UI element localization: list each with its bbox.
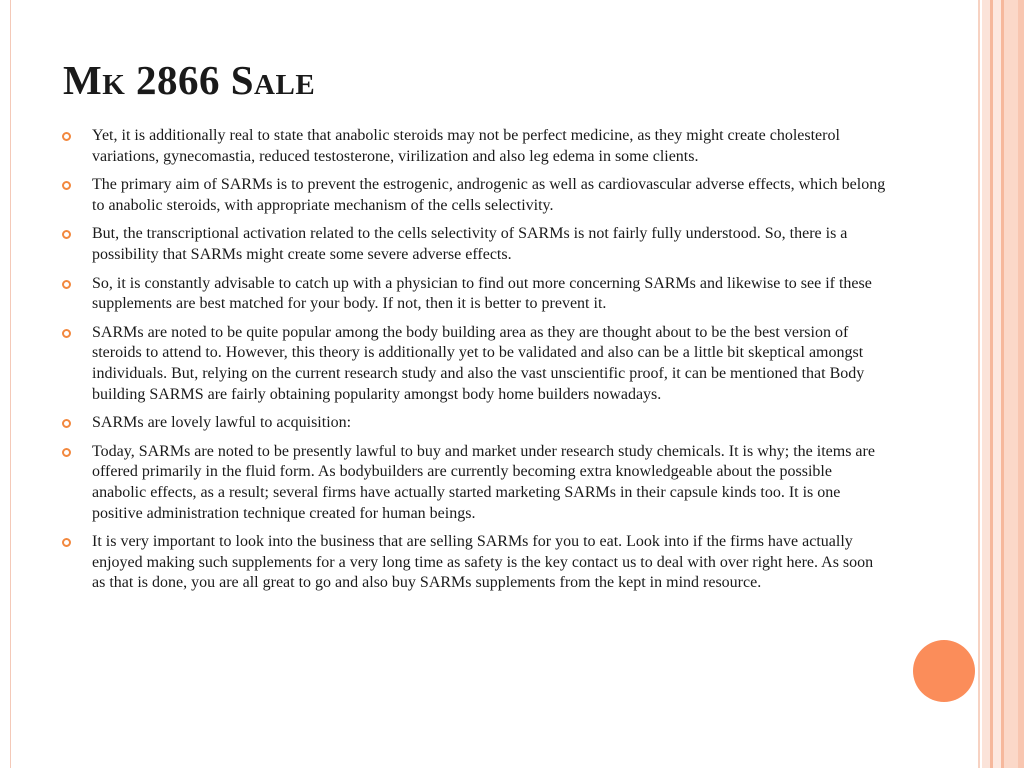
bullet-text: Yet, it is additionally real to state that anabolic steroids may not be perfect medicine, as they might create cholesterol variations, gynecomastia, reduced testosterone, virilization and also leg edema in some clients. — [92, 127, 840, 165]
bullet-item — [60, 442, 890, 524]
circle-bullet-icon — [62, 538, 71, 547]
circle-bullet-icon — [62, 132, 71, 141]
bullet-text: SARMs are lovely lawful to acquisition: — [92, 414, 352, 432]
bullet-text: So, it is constantly advisable to catch up with a physician to find out more concerning SARMs and likewise to see if these supplements are best matched for your body. If not, then it is better to prevent it. — [92, 274, 872, 313]
bullet-item — [60, 274, 890, 315]
bullet-text: But, the transcriptional activation related to the cells selectivity of SARMs is not fairly fully understood. So, there is a possibility that SARMs might create some severe adverse effects. — [92, 225, 848, 263]
circle-bullet-icon — [62, 181, 71, 190]
bullet-item — [60, 224, 890, 265]
right-decor-stripe — [993, 0, 1001, 768]
circle-bullet-icon — [62, 230, 71, 239]
orange-circle-decoration — [913, 640, 975, 702]
bullet-text: Today, SARMs are noted to be presently lawful to buy and market under research study chemicals. It is why; the items are offered primarily in the fluid form. As bodybuilders are currently becoming extra knowledgeable about the possible anabolic effects, as a result; several firms have actually started marketing SARMs in their capsule kinds too. It is one positive administration technique created for human beings. — [92, 442, 875, 522]
bullet-list — [60, 126, 890, 602]
circle-bullet-icon — [62, 329, 71, 338]
right-decor-stripe — [982, 0, 990, 768]
right-decor-stripe — [1004, 0, 1018, 768]
bullet-item — [60, 323, 890, 405]
bullet-text: It is very important to look into the business that are selling SARMs for you to eat. Look into if the firms have actually enjoyed making such supplements for a very long time as safety is the key contact us to deal with over right here. As soon as that is done, you are all great to go and also buy SARMs supplements from the kept in mind resource. — [92, 533, 874, 592]
left-border-line — [10, 0, 11, 768]
circle-bullet-icon — [62, 419, 71, 428]
slide-title: Mk 2866 Sale — [63, 57, 316, 103]
right-decor-stripe — [978, 0, 980, 768]
bullet-item — [60, 532, 890, 594]
bullet-text: SARMs are noted to be quite popular among the body building area as they are thought about to be the best version of steroids to attend to. However, this theory is additionally yet to be validated and also can be a little bit skeptical amongst individuals. But, relying on the current research study and also the vast unscientific proof, it can be mentioned that Body building SARMS are fairly obtaining popularity amongst body home builders nowadays. — [92, 323, 865, 403]
circle-bullet-icon — [62, 448, 71, 457]
bullet-item — [60, 126, 890, 167]
bullet-item — [60, 175, 890, 216]
bullet-text: The primary aim of SARMs is to prevent the estrogenic, androgenic as well as cardiovascular adverse effects, which belong to anabolic steroids, with appropriate mechanism of the cells selectivity. — [92, 176, 886, 214]
bullet-item — [60, 413, 890, 434]
right-decor-stripe — [1018, 0, 1024, 768]
circle-bullet-icon — [62, 280, 71, 289]
